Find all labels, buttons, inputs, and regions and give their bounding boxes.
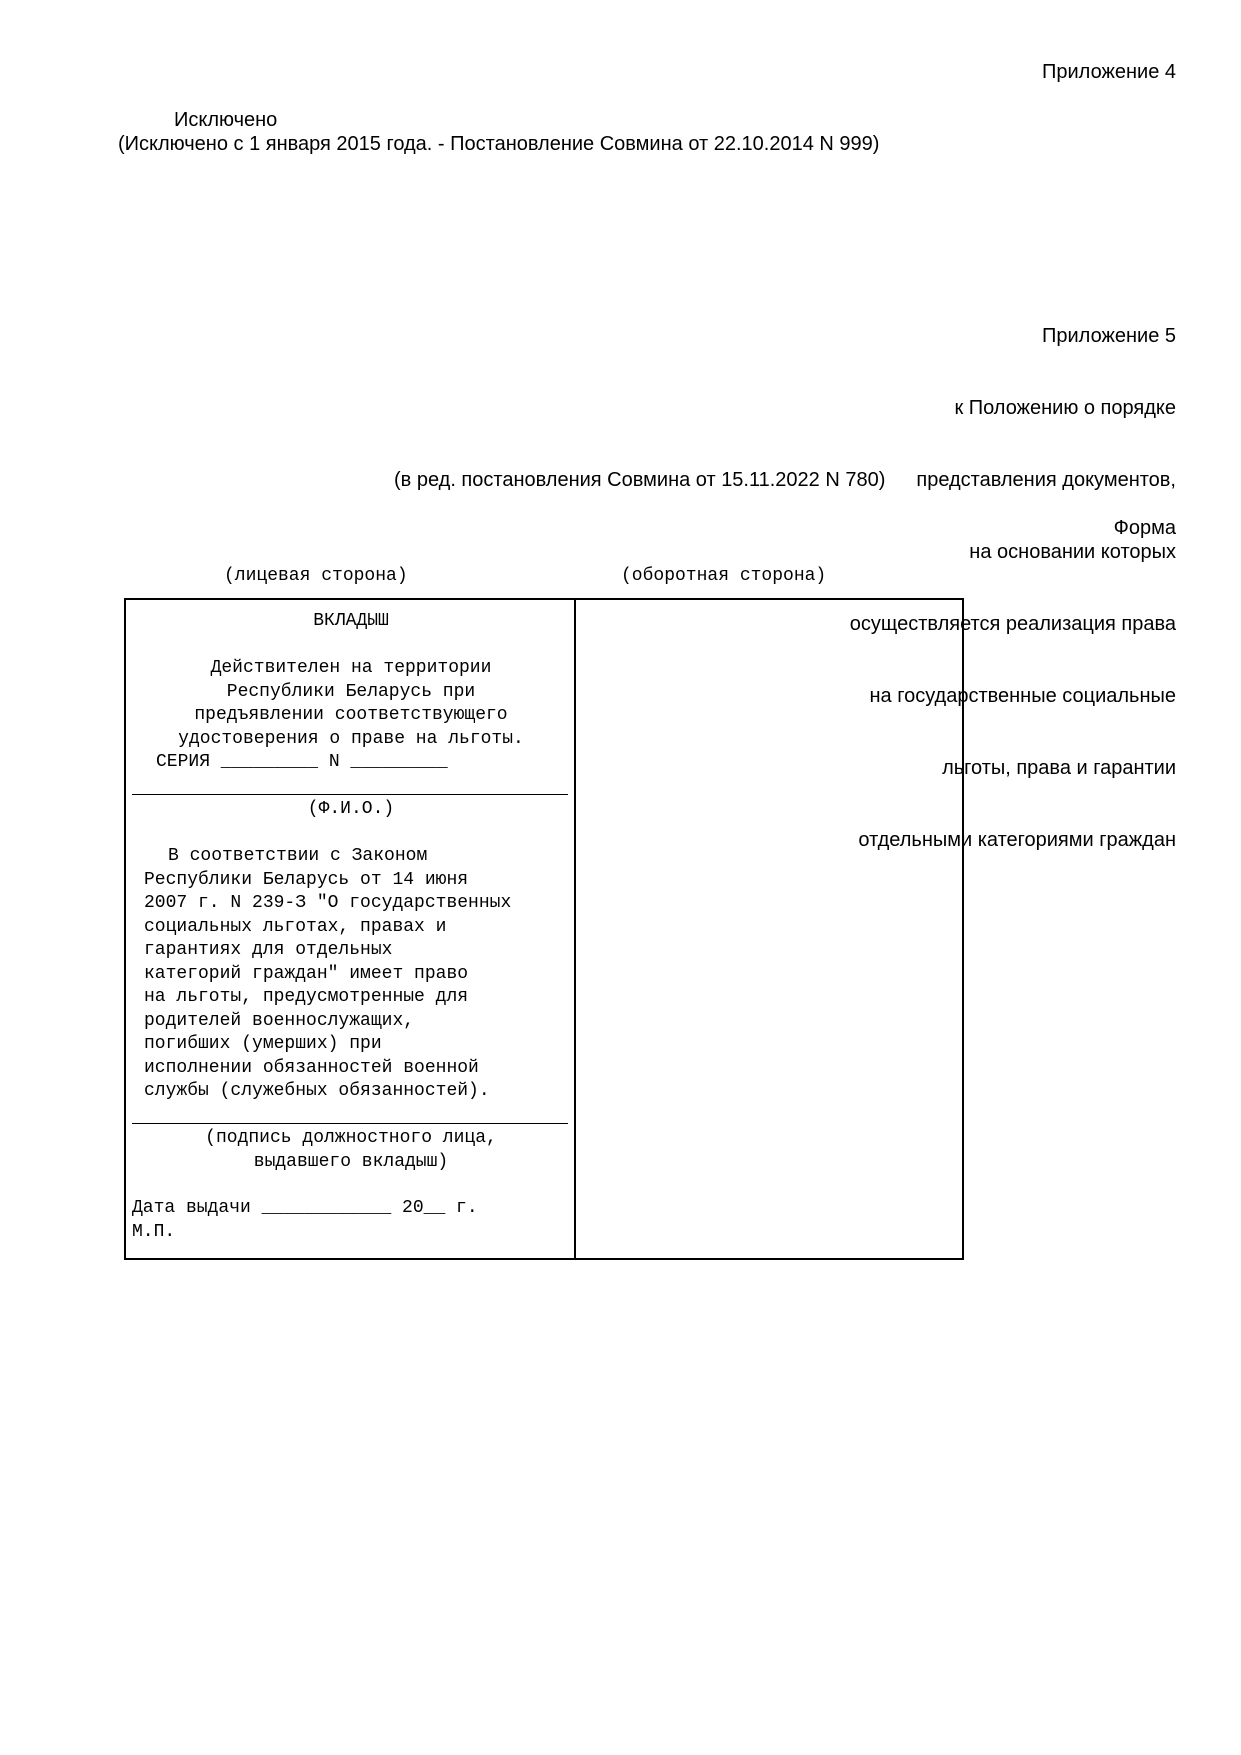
signature-caption-line: (подпись должностного лица, [205, 1128, 497, 1148]
side-labels [124, 565, 964, 589]
annex5-title-line: на основании которых [969, 541, 1176, 563]
insert-form [124, 598, 964, 1260]
insert-back-side [576, 600, 962, 1258]
validity-line: предъявлении соответствующего [194, 705, 508, 725]
body-line: В соответствии с Законом [168, 846, 428, 866]
body-line: Республики Беларусь от 14 июня [144, 869, 469, 890]
body-line: на льготы, предусмотренные для [144, 987, 469, 1007]
seal-mark: М.П. [132, 1221, 176, 1242]
fio-caption: (Ф.И.О.) [307, 799, 395, 819]
body-line: службы (служебных обязанностей). [144, 1081, 490, 1101]
annex4-title: Приложение 4 [1042, 61, 1176, 83]
signature-rule [132, 1123, 568, 1124]
body-line: родителей военнослужащих, [144, 1010, 415, 1031]
front-side-label: (лицевая сторона) [224, 566, 408, 586]
body-line: погибших (умерших) при [144, 1034, 382, 1054]
insert-title: ВКЛАДЫШ [313, 611, 389, 631]
body-line: 2007 г. N 239-З "О государственных [144, 893, 512, 913]
signature-caption-line: выдавшего вкладыш) [253, 1151, 449, 1172]
fio-rule [132, 794, 568, 795]
body-line: гарантиях для отдельных [144, 940, 393, 960]
annex5-title-line: Приложение 5 [1042, 325, 1176, 347]
revision-note: (в ред. постановления Совмина от 15.11.2022 N 780) [394, 469, 886, 491]
annex5-title-line: осуществляется реализация права [849, 613, 1176, 635]
validity-line: Республики Беларусь при [226, 681, 476, 702]
body-line: категорий граждан" имеет право [144, 963, 469, 984]
annex5-title-line: к Положению о порядке [954, 397, 1176, 419]
excluded-heading: Исключено [174, 109, 278, 131]
validity-line: удостоверения о праве на льготы. [178, 728, 524, 749]
series-line: СЕРИЯ _________ N _________ [156, 752, 448, 772]
body-line: исполнении обязанностей военной [144, 1057, 479, 1078]
annex5-title-line: представления документов, [916, 469, 1176, 491]
excluded-note: (Исключено с 1 января 2015 года. - Постановление Совмина от 22.10.2014 N 999) [118, 133, 880, 155]
annex5-title-line: отдельными категориями граждан [858, 829, 1176, 851]
validity-line: Действителен на территории [210, 658, 492, 678]
back-side-label: (оборотная сторона) [621, 566, 827, 586]
body-line: социальных льготах, правах и [144, 916, 447, 937]
issue-date-line: Дата выдачи ____________ 20__ г. [132, 1198, 478, 1218]
annex5-title-line: льготы, права и гарантии [942, 757, 1176, 779]
form-label: Форма [1113, 517, 1176, 539]
annex5-title-line: на государственные социальные [869, 685, 1176, 707]
insert-front-side [126, 600, 576, 1258]
